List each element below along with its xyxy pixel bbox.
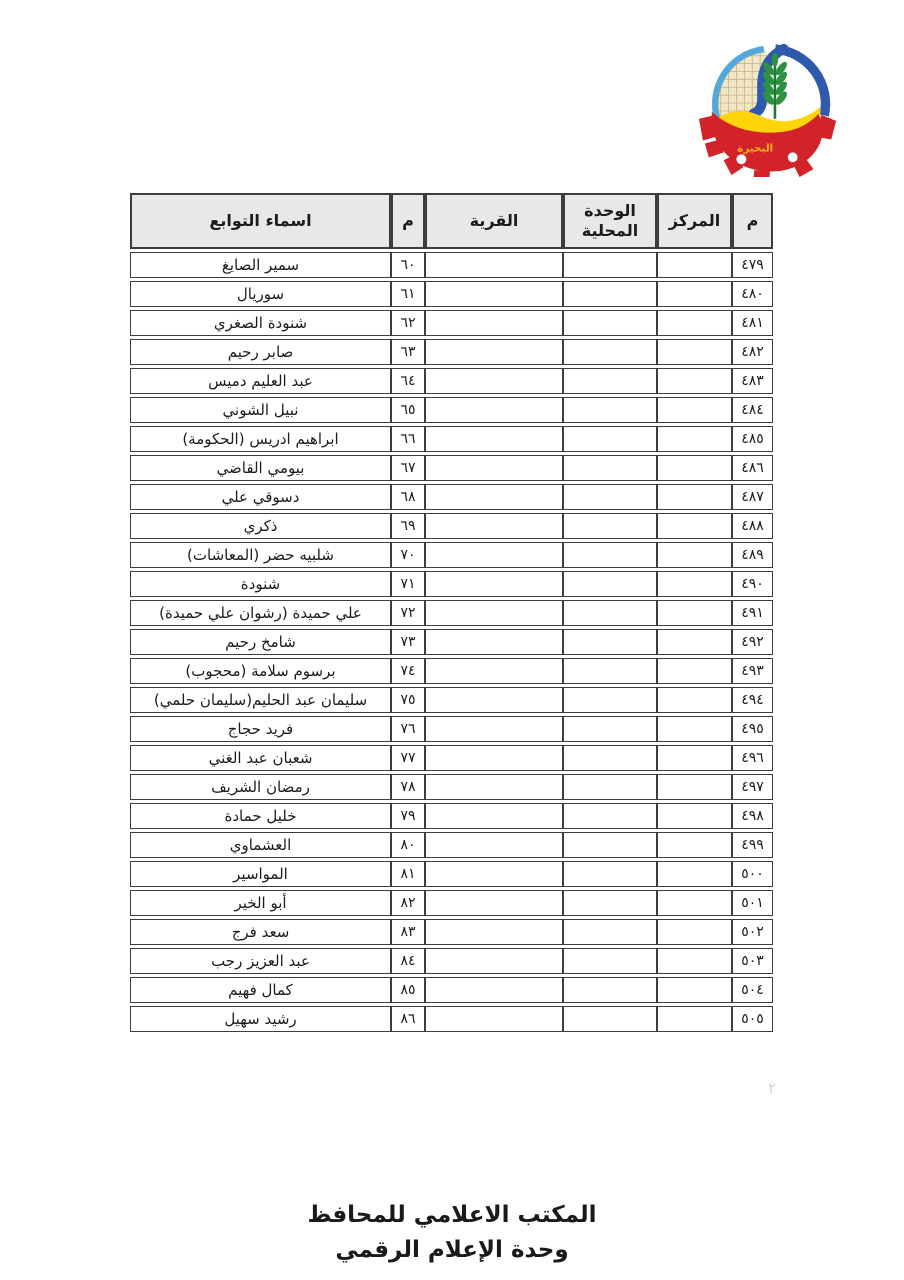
number-cell: ٧١ — [391, 571, 425, 597]
serial-cell: ٤٨٩ — [732, 542, 773, 568]
local-unit-cell — [563, 861, 657, 887]
header-center: المركز — [657, 193, 732, 249]
village-cell — [425, 629, 563, 655]
village-cell — [425, 948, 563, 974]
local-unit-cell — [563, 513, 657, 539]
serial-cell: ٤٨١ — [732, 310, 773, 336]
footer-line-1: المكتب الاعلامي للمحافظ — [307, 1202, 597, 1228]
local-unit-cell — [563, 803, 657, 829]
center-cell — [657, 861, 732, 887]
number-cell: ٧٠ — [391, 542, 425, 568]
center-cell — [657, 339, 732, 365]
village-cell — [425, 687, 563, 713]
serial-cell: ٥٠٤ — [732, 977, 773, 1003]
serial-cell: ٤٨٠ — [732, 281, 773, 307]
number-cell: ٧٣ — [391, 629, 425, 655]
name-cell: سعد فرج — [130, 919, 391, 945]
center-cell — [657, 745, 732, 771]
name-cell: عبد العزيز رجب — [130, 948, 391, 974]
number-cell: ٨٤ — [391, 948, 425, 974]
center-cell — [657, 832, 732, 858]
village-cell — [425, 484, 563, 510]
local-unit-cell — [563, 281, 657, 307]
header-number: م — [391, 193, 425, 249]
serial-cell: ٤٩٤ — [732, 687, 773, 713]
village-cell — [425, 658, 563, 684]
name-cell: كمال فهيم — [130, 977, 391, 1003]
village-cell — [425, 571, 563, 597]
local-unit-cell — [563, 658, 657, 684]
table-row — [130, 339, 773, 365]
village-cell — [425, 368, 563, 394]
footer — [0, 1198, 904, 1268]
number-cell: ٨٠ — [391, 832, 425, 858]
number-cell: ٧٥ — [391, 687, 425, 713]
table-row — [130, 687, 773, 713]
serial-cell: ٥٠٢ — [732, 919, 773, 945]
table-row — [130, 774, 773, 800]
village-cell — [425, 426, 563, 452]
number-cell: ٧٧ — [391, 745, 425, 771]
table-row — [130, 890, 773, 916]
center-cell — [657, 919, 732, 945]
table-row — [130, 542, 773, 568]
table-row — [130, 919, 773, 945]
table-row — [130, 281, 773, 307]
table-row — [130, 571, 773, 597]
center-cell — [657, 281, 732, 307]
local-unit-cell — [563, 455, 657, 481]
name-cell: خليل حمادة — [130, 803, 391, 829]
serial-cell: ٤٩٢ — [732, 629, 773, 655]
local-unit-cell — [563, 339, 657, 365]
name-cell: شعبان عبد الغني — [130, 745, 391, 771]
village-cell — [425, 861, 563, 887]
header-names: اسماء التوابع — [130, 193, 391, 249]
name-cell: ذكري — [130, 513, 391, 539]
center-cell — [657, 687, 732, 713]
center-cell — [657, 977, 732, 1003]
village-cell — [425, 513, 563, 539]
village-cell — [425, 339, 563, 365]
name-cell: عبد العليم دميس — [130, 368, 391, 394]
local-unit-cell — [563, 716, 657, 742]
local-unit-cell — [563, 919, 657, 945]
serial-cell: ٤٨٣ — [732, 368, 773, 394]
name-cell: رشيد سهيل — [130, 1006, 391, 1032]
center-cell — [657, 948, 732, 974]
number-cell: ٧٨ — [391, 774, 425, 800]
local-unit-cell — [563, 977, 657, 1003]
local-unit-cell — [563, 571, 657, 597]
local-unit-cell — [563, 629, 657, 655]
table-row — [130, 629, 773, 655]
footer-line-2: وحدة الإعلام الرقمي — [335, 1237, 569, 1263]
stray-mark: ٢ — [768, 1079, 777, 1097]
local-unit-cell — [563, 426, 657, 452]
center-cell — [657, 397, 732, 423]
number-cell: ٨٣ — [391, 919, 425, 945]
local-unit-cell — [563, 542, 657, 568]
local-unit-cell — [563, 397, 657, 423]
number-cell: ٦٨ — [391, 484, 425, 510]
village-cell — [425, 919, 563, 945]
table-row — [130, 1006, 773, 1032]
table-row — [130, 745, 773, 771]
table-row — [130, 861, 773, 887]
name-cell: سمير الصايغ — [130, 252, 391, 278]
header-village: القرية — [425, 193, 563, 249]
local-unit-cell — [563, 252, 657, 278]
name-cell: العشماوي — [130, 832, 391, 858]
local-unit-cell — [563, 310, 657, 336]
number-cell: ٦٣ — [391, 339, 425, 365]
center-cell — [657, 1006, 732, 1032]
center-cell — [657, 310, 732, 336]
header-serial: م — [732, 193, 773, 249]
number-cell: ٦٥ — [391, 397, 425, 423]
local-unit-cell — [563, 948, 657, 974]
center-cell — [657, 542, 732, 568]
number-cell: ٦٧ — [391, 455, 425, 481]
local-unit-cell — [563, 1006, 657, 1032]
village-cell — [425, 397, 563, 423]
name-cell: برسوم سلامة (محجوب) — [130, 658, 391, 684]
center-cell — [657, 252, 732, 278]
number-cell: ٨٥ — [391, 977, 425, 1003]
name-cell: ابراهيم ادريس (الحكومة) — [130, 426, 391, 452]
serial-cell: ٤٨٧ — [732, 484, 773, 510]
center-cell — [657, 658, 732, 684]
name-cell: شنودة — [130, 571, 391, 597]
logo-banner-text: البحيرة — [737, 142, 774, 155]
village-cell — [425, 310, 563, 336]
local-unit-cell — [563, 832, 657, 858]
table-row — [130, 600, 773, 626]
table-row — [130, 658, 773, 684]
name-cell: شامخ رحيم — [130, 629, 391, 655]
name-cell: نبيل الشوني — [130, 397, 391, 423]
local-unit-cell — [563, 890, 657, 916]
local-unit-cell — [563, 687, 657, 713]
table-row — [130, 455, 773, 481]
serial-cell: ٥٠١ — [732, 890, 773, 916]
name-cell: فريد حجاج — [130, 716, 391, 742]
serial-cell: ٤٩٨ — [732, 803, 773, 829]
serial-cell: ٤٩٧ — [732, 774, 773, 800]
center-cell — [657, 455, 732, 481]
village-cell — [425, 455, 563, 481]
center-cell — [657, 426, 732, 452]
local-unit-cell — [563, 745, 657, 771]
serial-cell: ٤٩٣ — [732, 658, 773, 684]
subsidiaries-table — [130, 190, 773, 1035]
center-cell — [657, 716, 732, 742]
table-row — [130, 368, 773, 394]
village-cell — [425, 745, 563, 771]
name-cell: دسوقي علي — [130, 484, 391, 510]
center-cell — [657, 629, 732, 655]
name-cell: بيومي القاضي — [130, 455, 391, 481]
beheira-governorate-logo — [697, 37, 845, 177]
serial-cell: ٤٨٢ — [732, 339, 773, 365]
number-cell: ٧٢ — [391, 600, 425, 626]
number-cell: ٧٩ — [391, 803, 425, 829]
local-unit-cell — [563, 600, 657, 626]
name-cell: رمضان الشريف — [130, 774, 391, 800]
table-row — [130, 513, 773, 539]
village-cell — [425, 281, 563, 307]
serial-cell: ٤٧٩ — [732, 252, 773, 278]
name-cell: صابر رحيم — [130, 339, 391, 365]
village-cell — [425, 890, 563, 916]
table-row — [130, 397, 773, 423]
table-row — [130, 716, 773, 742]
name-cell: سليمان عبد الحليم(سليمان حلمي) — [130, 687, 391, 713]
serial-cell: ٤٩٦ — [732, 745, 773, 771]
table-row — [130, 310, 773, 336]
table-row — [130, 803, 773, 829]
village-cell — [425, 774, 563, 800]
local-unit-cell — [563, 368, 657, 394]
serial-cell: ٤٩٩ — [732, 832, 773, 858]
serial-cell: ٥٠٠ — [732, 861, 773, 887]
number-cell: ٨٦ — [391, 1006, 425, 1032]
village-cell — [425, 1006, 563, 1032]
serial-cell: ٤٨٨ — [732, 513, 773, 539]
number-cell: ٦٢ — [391, 310, 425, 336]
name-cell: شلبيه حضر (المعاشات) — [130, 542, 391, 568]
village-cell — [425, 803, 563, 829]
center-cell — [657, 803, 732, 829]
serial-cell: ٤٩٥ — [732, 716, 773, 742]
center-cell — [657, 513, 732, 539]
number-cell: ٦٦ — [391, 426, 425, 452]
serial-cell: ٥٠٥ — [732, 1006, 773, 1032]
serial-cell: ٤٩١ — [732, 600, 773, 626]
center-cell — [657, 890, 732, 916]
table-body — [130, 252, 773, 1032]
name-cell: سوريال — [130, 281, 391, 307]
center-cell — [657, 600, 732, 626]
name-cell: علي حميدة (رشوان علي حميدة) — [130, 600, 391, 626]
serial-cell: ٤٨٦ — [732, 455, 773, 481]
local-unit-cell — [563, 484, 657, 510]
name-cell: المواسير — [130, 861, 391, 887]
number-cell: ٨١ — [391, 861, 425, 887]
number-cell: ٦٩ — [391, 513, 425, 539]
local-unit-cell — [563, 774, 657, 800]
serial-cell: ٤٨٤ — [732, 397, 773, 423]
village-cell — [425, 542, 563, 568]
center-cell — [657, 571, 732, 597]
serial-cell: ٥٠٣ — [732, 948, 773, 974]
center-cell — [657, 368, 732, 394]
serial-cell: ٤٨٥ — [732, 426, 773, 452]
village-cell — [425, 977, 563, 1003]
table-row — [130, 832, 773, 858]
center-cell — [657, 774, 732, 800]
table-row — [130, 977, 773, 1003]
number-cell: ٧٦ — [391, 716, 425, 742]
table-header-row — [130, 193, 773, 249]
number-cell: ٧٤ — [391, 658, 425, 684]
table-row — [130, 948, 773, 974]
serial-cell: ٤٩٠ — [732, 571, 773, 597]
number-cell: ٨٢ — [391, 890, 425, 916]
number-cell: ٦٠ — [391, 252, 425, 278]
number-cell: ٦١ — [391, 281, 425, 307]
village-cell — [425, 716, 563, 742]
table-row — [130, 252, 773, 278]
table-row — [130, 484, 773, 510]
name-cell: شنودة الصغري — [130, 310, 391, 336]
village-cell — [425, 252, 563, 278]
table-row — [130, 426, 773, 452]
header-local-unit: الوحدة المحلية — [563, 193, 657, 249]
village-cell — [425, 832, 563, 858]
name-cell: أبو الخير — [130, 890, 391, 916]
village-cell — [425, 600, 563, 626]
center-cell — [657, 484, 732, 510]
number-cell: ٦٤ — [391, 368, 425, 394]
